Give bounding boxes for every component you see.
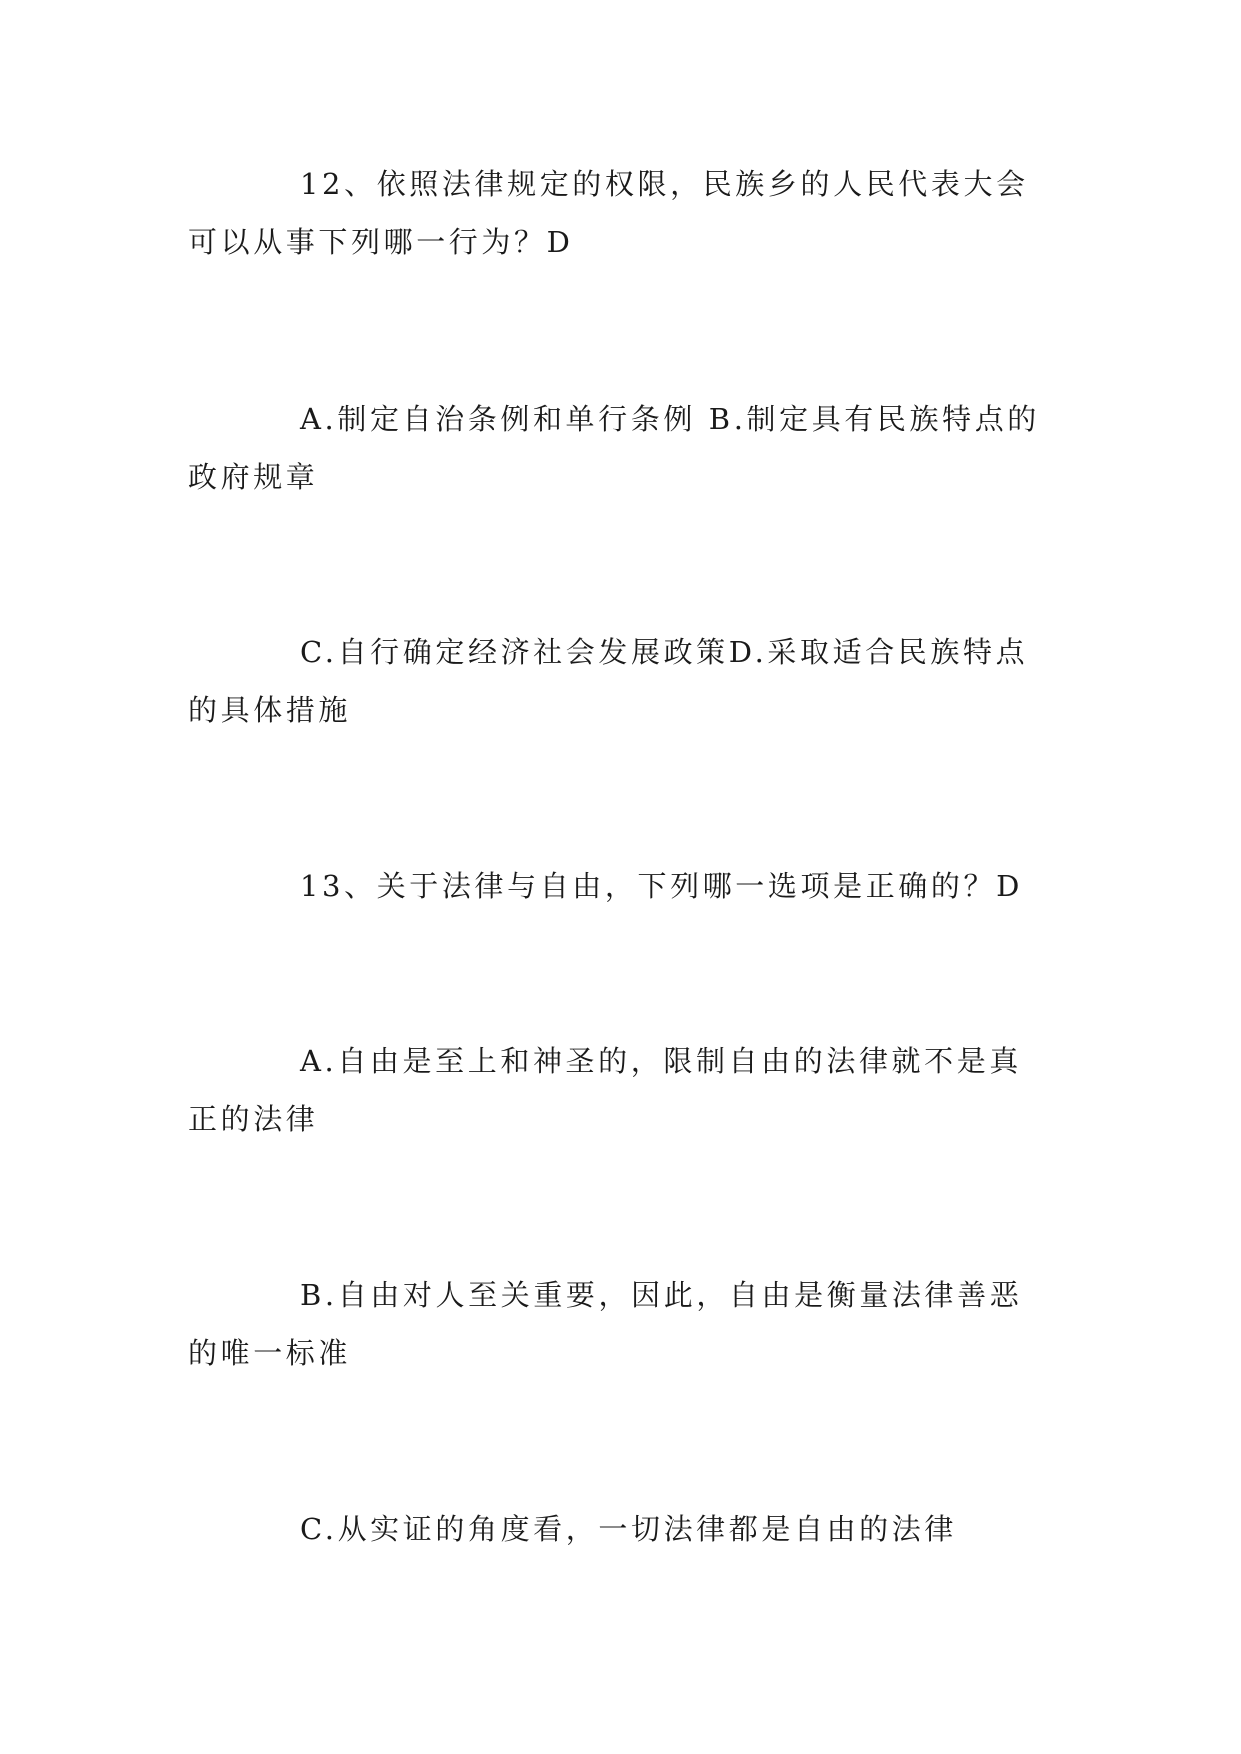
- question-13-option-a: A.自由是至上和神圣的，限制自由的法律就不是真正的法律: [188, 1044, 1022, 1136]
- question-12: 12、依照法律规定的权限，民族乡的人民代表大会可以从事下列哪一行为？D: [188, 167, 1029, 259]
- question-13-option-c: C.从实证的角度看，一切法律都是自由的法律: [300, 1512, 957, 1546]
- question-13-option-b: B.自由对人至关重要，因此，自由是衡量法律善恶的唯一标准: [188, 1278, 1023, 1370]
- question-12-options-ab: A.制定自治条例和单行条例 B.制定具有民族特点的政府规章: [188, 402, 1040, 494]
- question-13: 13、关于法律与自由，下列哪一选项是正确的？D: [300, 869, 1023, 903]
- question-12-options-cd: C.自行确定经济社会发展政策D.采取适合民族特点的具体措施: [188, 635, 1029, 727]
